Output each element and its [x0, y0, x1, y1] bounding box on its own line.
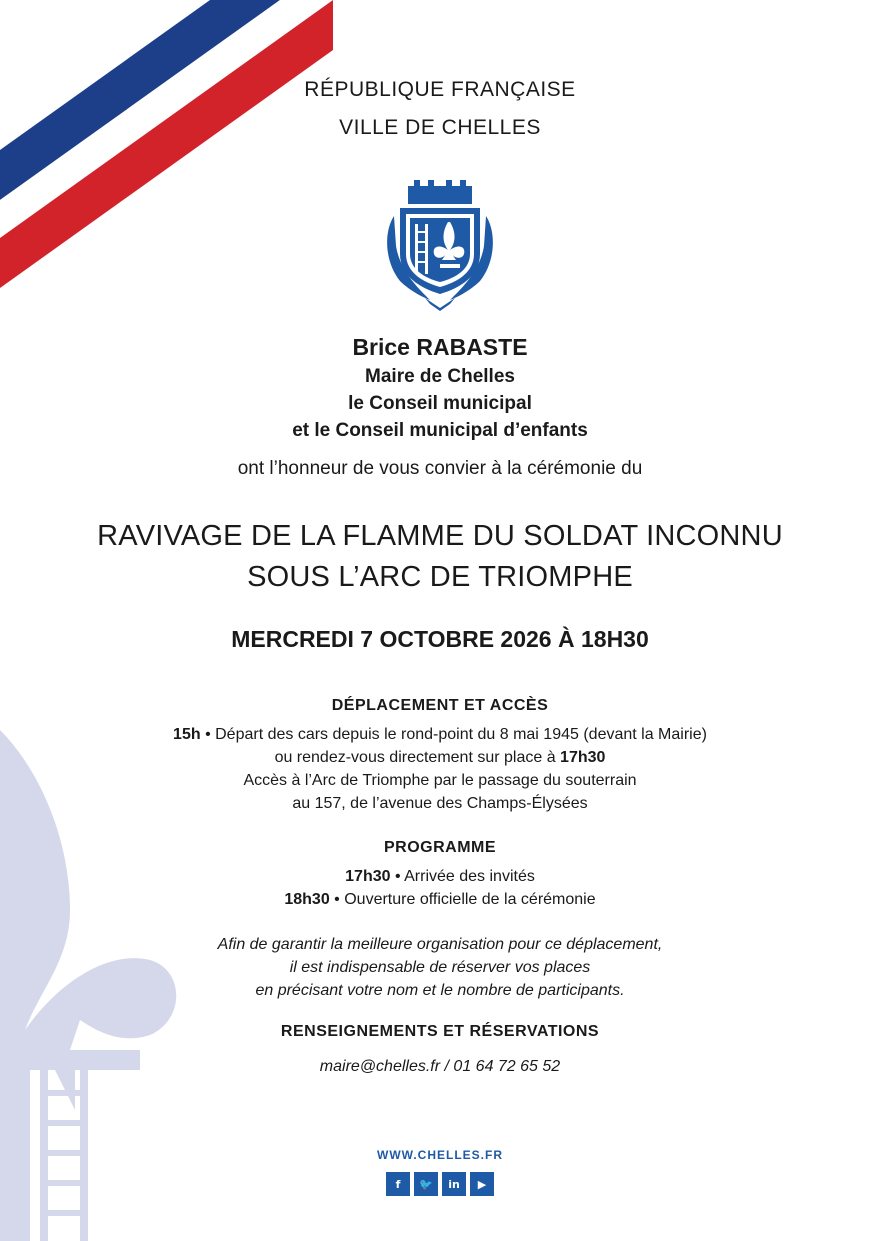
contact-heading: RENSEIGNEMENTS ET RÉSERVATIONS: [280, 1023, 600, 1040]
twitter-icon[interactable]: 🐦: [414, 1172, 438, 1196]
invitation-line: ont l’honneur de vous convier à la cérémonie du: [237, 458, 643, 479]
departure-time: 15h: [173, 726, 201, 743]
youtube-icon[interactable]: ▶: [470, 1172, 494, 1196]
mayor-name: Brice RABASTE: [352, 334, 528, 360]
republic-heading: RÉPUBLIQUE FRANÇAISE: [304, 78, 576, 101]
onsite-time: 17h30: [560, 749, 606, 766]
contact-line: maire@chelles.fr / 01 64 72 65 52: [319, 1058, 561, 1075]
event-date: MERCREDI 7 OCTOBRE 2026 À 18H30: [231, 626, 649, 652]
tricolor-sash: [0, 0, 340, 300]
access-line-3: Accès à l’Arc de Triomphe par le passage du souterrain: [243, 772, 637, 789]
website-link[interactable]: WWW.CHELLES.FR: [377, 1148, 503, 1162]
notice-line-1: Afin de garantir la meilleure organisation pour ce déplacement,: [217, 936, 663, 953]
facebook-icon[interactable]: f: [386, 1172, 410, 1196]
access-line-2: ou rendez-vous directement sur place à 17h30: [274, 749, 606, 766]
notice-line-2: il est indispensable de réserver vos places: [289, 959, 591, 976]
city-heading: VILLE DE CHELLES: [339, 116, 541, 139]
chelles-coat-of-arms-icon: [380, 176, 500, 311]
social-links: [0, 1172, 880, 1196]
access-line-4: au 157, de l’avenue des Champs-Élysées: [292, 795, 588, 812]
notice-line-3: en précisant votre nom et le nombre de participants.: [255, 982, 625, 999]
program-heading: PROGRAMME: [383, 839, 497, 856]
program-item: 17h30 • Arrivée des invités: [345, 868, 535, 885]
children-council-line: et le Conseil municipal d’enfants: [292, 420, 588, 441]
access-line-1: 15h • Départ des cars depuis le rond-point du 8 mai 1945 (devant la Mairie): [173, 726, 707, 743]
event-title-line2: SOUS L’ARC DE TRIOMPHE: [247, 561, 633, 593]
phone-number[interactable]: 01 64 72 65 52: [453, 1058, 561, 1075]
email-link[interactable]: maire@chelles.fr: [319, 1058, 441, 1075]
access-heading: DÉPLACEMENT ET ACCÈS: [331, 697, 549, 714]
program-item: 18h30 • Ouverture officielle de la cérémonie: [284, 891, 596, 908]
event-title-line1: RAVIVAGE DE LA FLAMME DU SOLDAT INCONNU: [97, 520, 783, 552]
linkedin-icon[interactable]: in: [442, 1172, 466, 1196]
mayor-title: Maire de Chelles: [365, 366, 515, 387]
council-line: le Conseil municipal: [348, 393, 532, 414]
